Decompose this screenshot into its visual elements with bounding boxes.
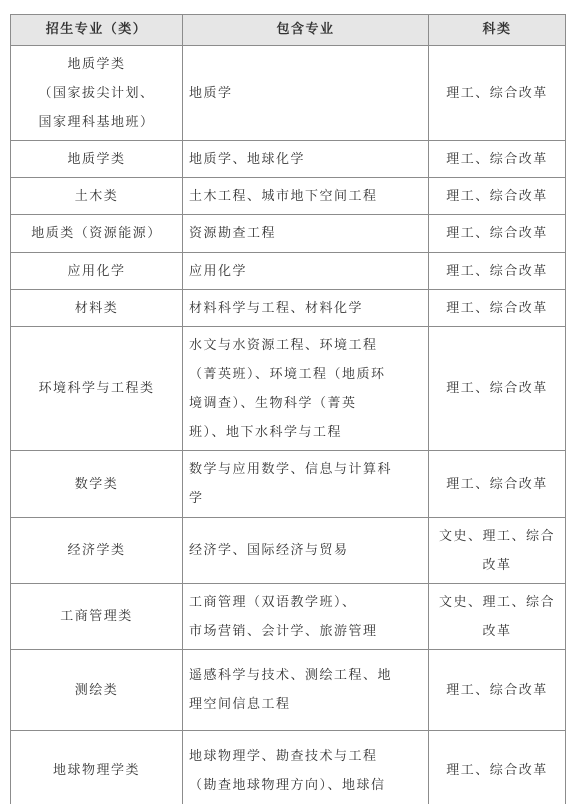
row-majors: 地球物理学、勘查技术与工程 （勘查地球物理方向）、地球信 [183,731,429,804]
table-row [11,451,566,518]
table-body [11,46,566,804]
row-category: 测绘类 [11,650,183,731]
row-subject: 理工、综合改革 [429,451,566,518]
header-majors: 包含专业 [183,15,429,46]
row-subject: 理工、综合改革 [429,253,566,290]
row-majors: 应用化学 [183,253,429,290]
row-majors: 数学与应用数学、信息与计算科 学 [183,451,429,518]
table-row [11,46,566,141]
row-majors: 土木工程、城市地下空间工程 [183,178,429,215]
table-row [11,650,566,731]
row-majors: 地质学、地球化学 [183,141,429,178]
row-category: 经济学类 [11,518,183,584]
table-header-row [11,15,566,46]
row-subject: 理工、综合改革 [429,290,566,327]
row-subject: 理工、综合改革 [429,327,566,451]
table-row [11,290,566,327]
row-category: 材料类 [11,290,183,327]
row-majors: 水文与水资源工程、环境工程 （菁英班）、环境工程（地质环 境调查）、生物科学（菁英 班）、地下水科学与工程 [183,327,429,451]
row-majors: 遥感科学与技术、测绘工程、地 理空间信息工程 [183,650,429,731]
row-majors: 材料科学与工程、材料化学 [183,290,429,327]
row-subject: 文史、理工、综合 改革 [429,518,566,584]
row-majors: 经济学、国际经济与贸易 [183,518,429,584]
table-row [11,253,566,290]
row-category: 地质学类 （国家拔尖计划、 国家理科基地班） [11,46,183,141]
row-majors: 工商管理（双语教学班）、 市场营销、会计学、旅游管理 [183,584,429,650]
table-row [11,731,566,804]
table-row [11,178,566,215]
admission-majors-table [10,14,566,804]
row-category: 工商管理类 [11,584,183,650]
row-category: 数学类 [11,451,183,518]
row-subject: 理工、综合改革 [429,731,566,804]
row-category: 应用化学 [11,253,183,290]
row-category: 地质学类 [11,141,183,178]
row-subject: 理工、综合改革 [429,650,566,731]
row-subject: 文史、理工、综合 改革 [429,584,566,650]
row-majors: 资源勘查工程 [183,215,429,253]
header-subject: 科类 [429,15,566,46]
row-subject: 理工、综合改革 [429,141,566,178]
table-row [11,215,566,253]
row-category: 地质类（资源能源） [11,215,183,253]
table-row [11,327,566,451]
table-row [11,584,566,650]
table-row [11,518,566,584]
row-subject: 理工、综合改革 [429,46,566,141]
row-category: 环境科学与工程类 [11,327,183,451]
row-subject: 理工、综合改革 [429,215,566,253]
row-category: 土木类 [11,178,183,215]
row-subject: 理工、综合改革 [429,178,566,215]
row-category: 地球物理学类 [11,731,183,804]
header-category: 招生专业（类） [11,15,183,46]
row-majors: 地质学 [183,46,429,141]
table-row [11,141,566,178]
